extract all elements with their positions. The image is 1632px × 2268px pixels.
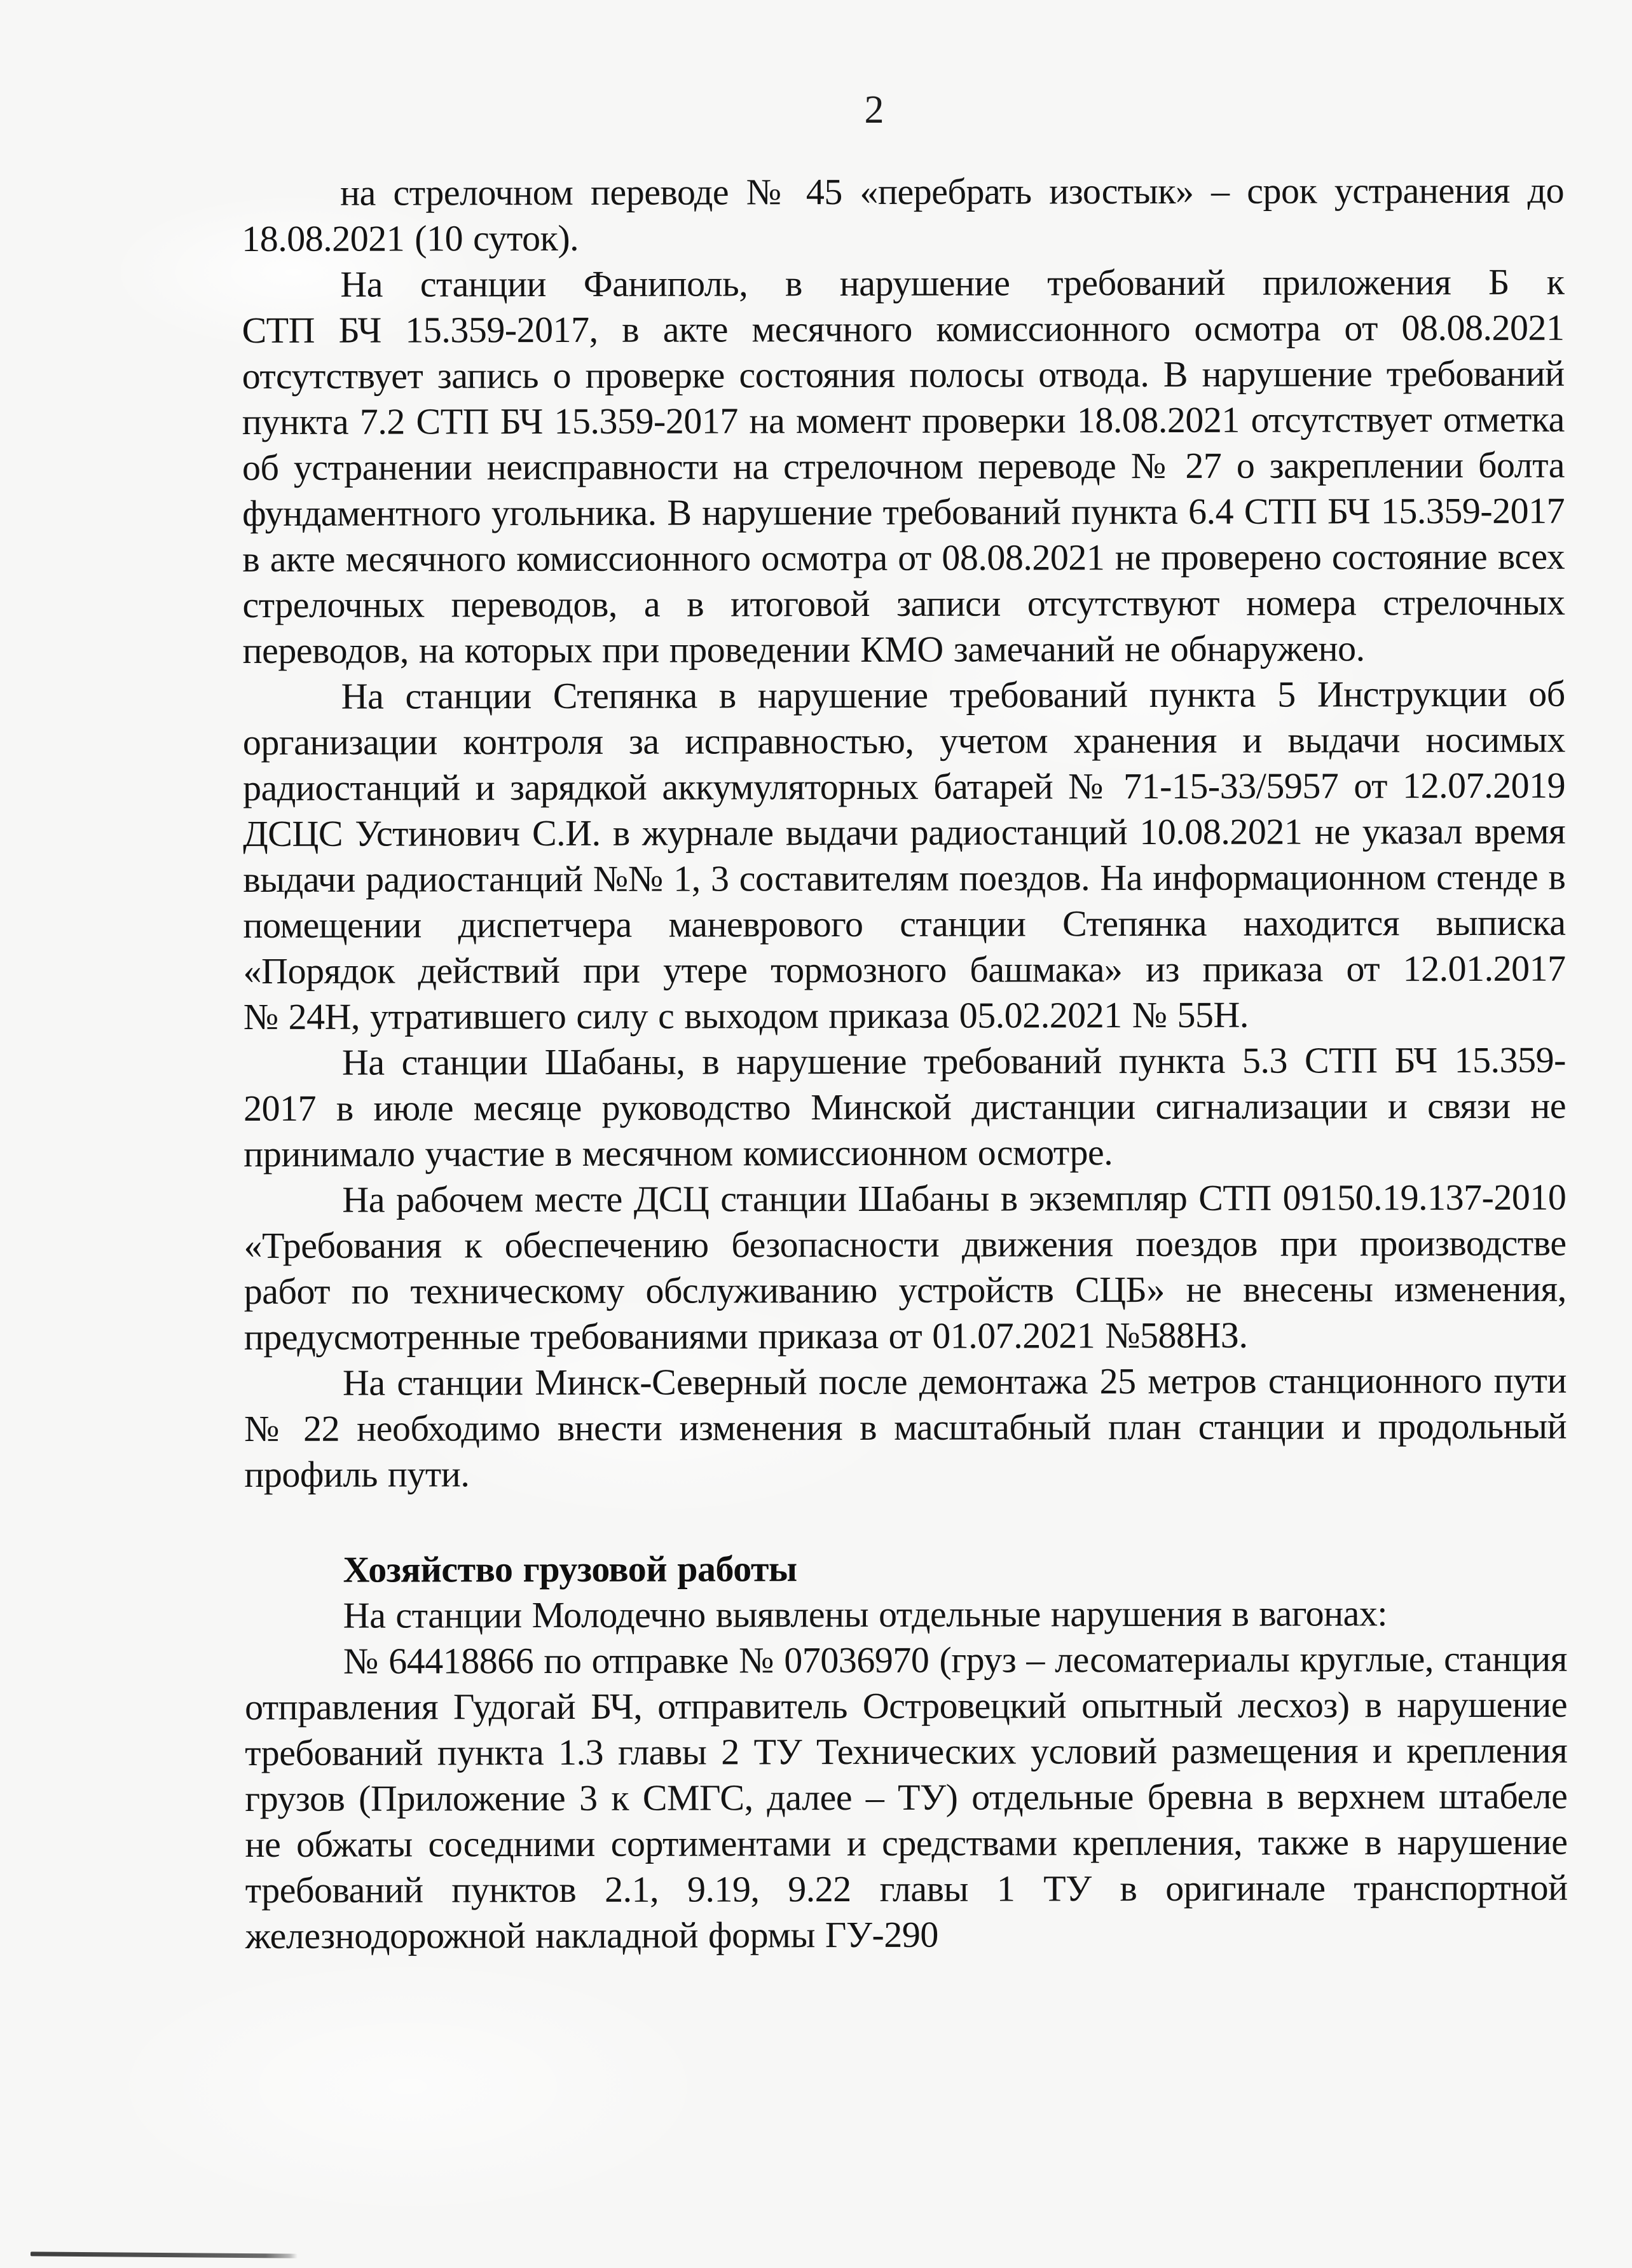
para-minsk-severny: На станции Минск-Северный после демонтажа 25 метров станционного пути № 22 необходимо внести изменения в масштабный план станции и продольный профиль пути. bbox=[244, 1359, 1567, 1495]
page-number: 2 bbox=[864, 88, 884, 132]
para-molodechno-intro: На станции Молодечно выявлены отдельные нарушения в вагонах: bbox=[343, 1592, 1388, 1636]
para-wagon-64418866: № 64418866 по отправке № 07036970 (груз – лесоматериалы круглые, станция отправления Гудогай БЧ, отправитель Островецкий опытный лесхоз) в нарушение требований пункта 1.3 главы 2 ТУ Технических условий размещения и крепления грузов (Приложение 3 к СМГС, далее – ТУ) отдельные бревна в верхнем штабеле не обжаты соседними сортиментами и средствами крепления, также в нарушение требований пунктов 2.1, 9.19, 9.22 главы 1 ТУ в оригинале транспортной железнодорожной накладной формы ГУ-290 bbox=[244, 1637, 1568, 1957]
document-text-block bbox=[242, 168, 1568, 1959]
para-shabany-kmo: На станции Шабаны, в нарушение требований пункта 5.3 СТП БЧ 15.359-2017 в июле месяце руководство Минской дистанции сигнализации и связи не принимало участие в месячном комиссионном осмотре. bbox=[243, 1039, 1567, 1175]
para-fanipol: На станции Фаниполь, в нарушение требований приложения Б к СТП БЧ 15.359-2017, в акте месячного комиссионного осмотра от 08.08.2021 отсутствует запись о проверке состояния полосы отвода. В нарушение требований пункта 7.2 СТП БЧ 15.359-2017 на момент проверки 18.08.2021 отсутствует отметка об устранении неисправности на стрелочном переводе № 27 о закреплении болта фундаментного угольника. В нарушение требований пункта 6.4 СТП БЧ 15.359-2017 в акте месячного комиссионного осмотра от 08.08.2021 не проверено состояние всех стрелочных переводов, а в итоговой записи отсутствуют номера стрелочных переводов, на которых при проведении КМО замечаний не обнаружено. bbox=[242, 261, 1565, 671]
para-stepyanka: На станции Степянка в нарушение требований пункта 5 Инструкции об организации контроля за исправностью, учетом хранения и выдачи носимых радиостанций и зарядкой аккумуляторных батарей № 71-15-33/5957 от 12.07.2019 ДСЦС Устинович С.И. в журнале выдачи радиостанций 10.08.2021 не указал время выдачи радиостанций №№ 1, 3 составителям поездов. На информационном стенде в помещении диспетчера маневрового станции Степянка находится выписка «Порядок действий при утере тормозного башмака» из приказа от 12.01.2017 № 24Н, утратившего силу с выходом приказа 05.02.2021 № 55Н. bbox=[242, 673, 1566, 1037]
scan-line-artifact bbox=[31, 2251, 298, 2258]
para-shabany-dsc: На рабочем месте ДСЦ станции Шабаны в экземпляр СТП 09150.19.137-2010 «Требования к обеспечению безопасности движения поездов при производстве работ по техническому обслуживанию устройств СЦБ» не внесены изменения, предусмотренные требованиями приказа от 01.07.2021 №588НЗ. bbox=[243, 1176, 1567, 1358]
para-continuation-switch-45: на стрелочном переводе № 45 «перебрать изостык» – срок устранения до 18.08.2021 (10 суток). bbox=[242, 169, 1565, 259]
heading-cargo-division: Хозяйство грузовой работы bbox=[343, 1548, 797, 1590]
